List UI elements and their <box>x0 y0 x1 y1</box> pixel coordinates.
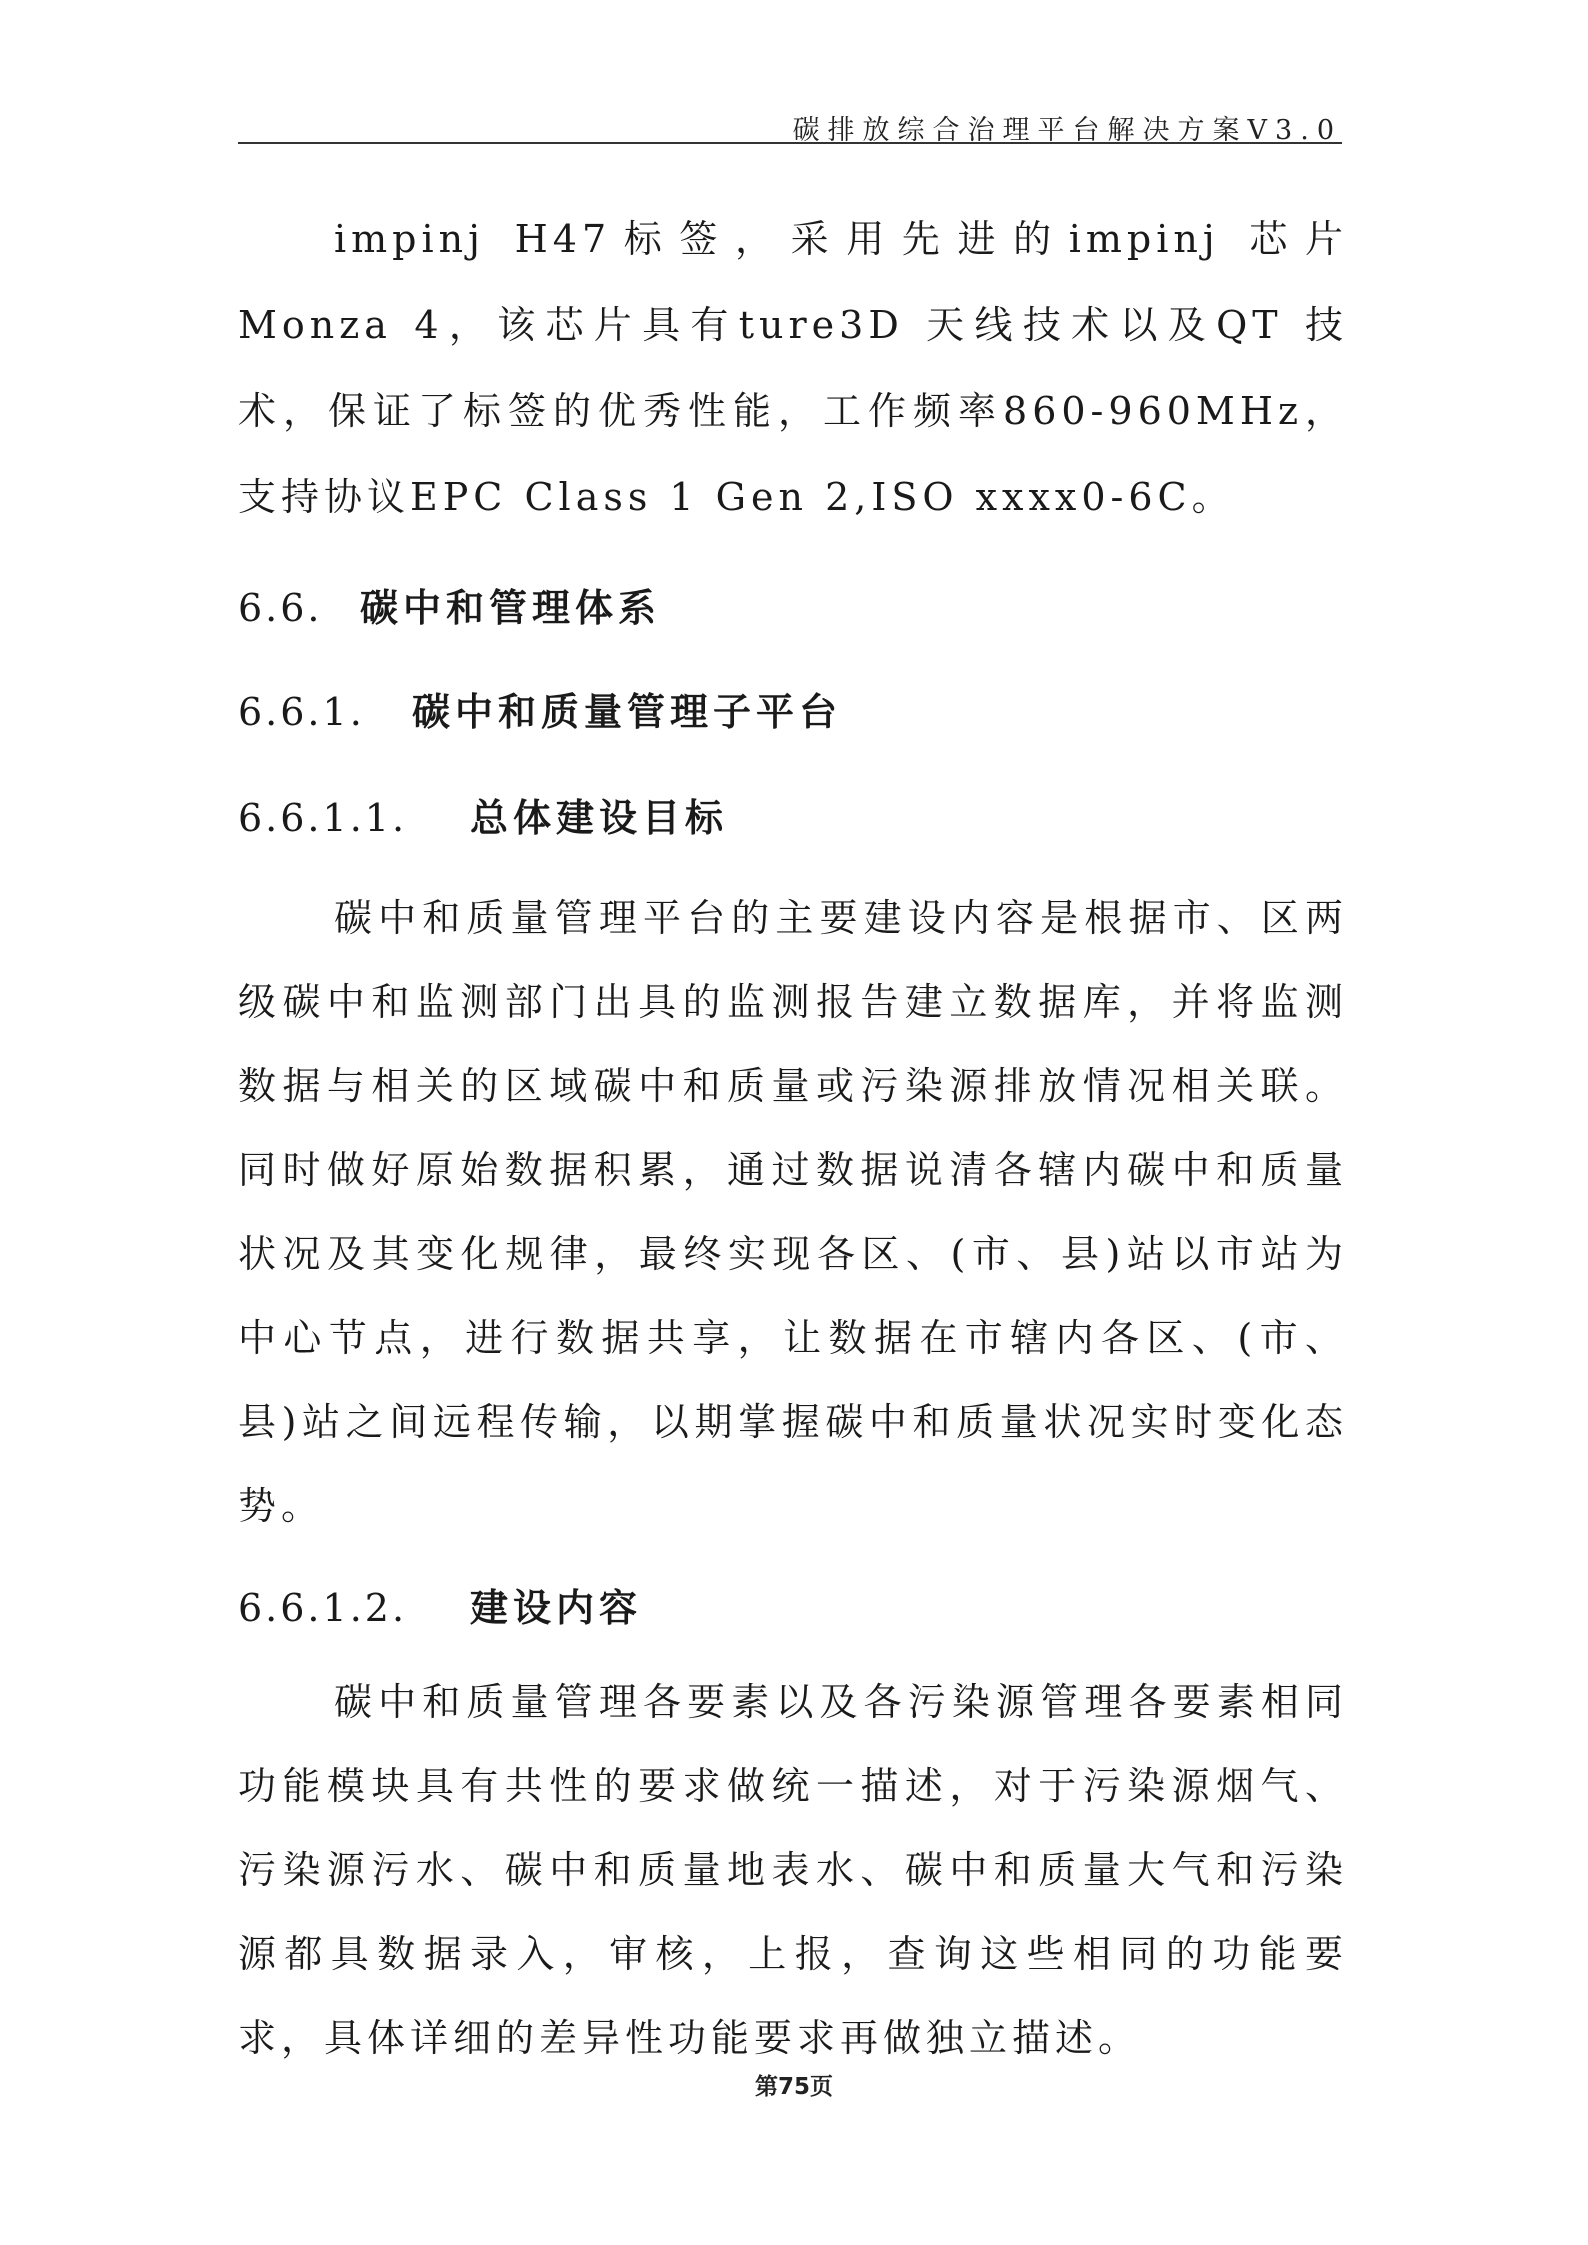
section-title: 碳中和质量管理子平台 <box>412 689 843 734</box>
section-number: 6.6.1.1. <box>238 796 408 840</box>
paragraph-tag-spec: impinj H47标签，采用先进的impinj 芯片Monza 4，该芯片具有ture3D 天线技术以及QT 技术，保证了标签的优秀性能，工作频率860-960MHz，支持协议EPC Class 1 Gen 2,ISO xxxx0-6C。 <box>238 217 1348 519</box>
paragraph-construction-content: 碳中和质量管理各要素以及各污染源管理各要素相同功能模块具有共性的要求做统一描述，对于污染源烟气、污染源污水、碳中和质量地表水、碳中和质量大气和污染源都具数据录入，审核，上报，查询这些相同的功能要求，具体详细的差异性功能要求再做独立描述。 <box>238 1680 1348 2060</box>
section-title: 总体建设目标 <box>470 795 729 840</box>
page-number: 第75页 <box>754 2074 833 2100</box>
document-title: 碳排放综合治理平台解决方案V3.0 <box>792 115 1342 146</box>
section-number: 6.6.1. <box>238 690 365 734</box>
section-title: 建设内容 <box>470 1585 643 1630</box>
section-heading-6-6-1-2 <box>238 1584 1348 1632</box>
header-divider <box>238 142 1342 144</box>
section-heading-6-6-1-1 <box>238 794 1348 842</box>
section-heading-6-6-1 <box>238 688 1348 736</box>
paragraph-overall-goal: 碳中和质量管理平台的主要建设内容是根据市、区两级碳中和监测部门出具的监测报告建立数据库，并将监测数据与相关的区域碳中和质量或污染源排放情况相关联。同时做好原始数据积累，通过数据说清各辖内碳中和质量状况及其变化规律，最终实现各区、(市、县)站以市站为中心节点，进行数据共享，让数据在市辖内各区、(市、县)站之间远程传输，以期掌握碳中和质量状况实时变化态势。 <box>238 896 1348 1528</box>
page-body <box>238 196 1348 2080</box>
section-number: 6.6. <box>238 586 323 630</box>
section-number: 6.6.1.2. <box>238 1586 408 1630</box>
section-heading-6-6 <box>238 584 1348 632</box>
section-title: 碳中和管理体系 <box>360 585 662 630</box>
